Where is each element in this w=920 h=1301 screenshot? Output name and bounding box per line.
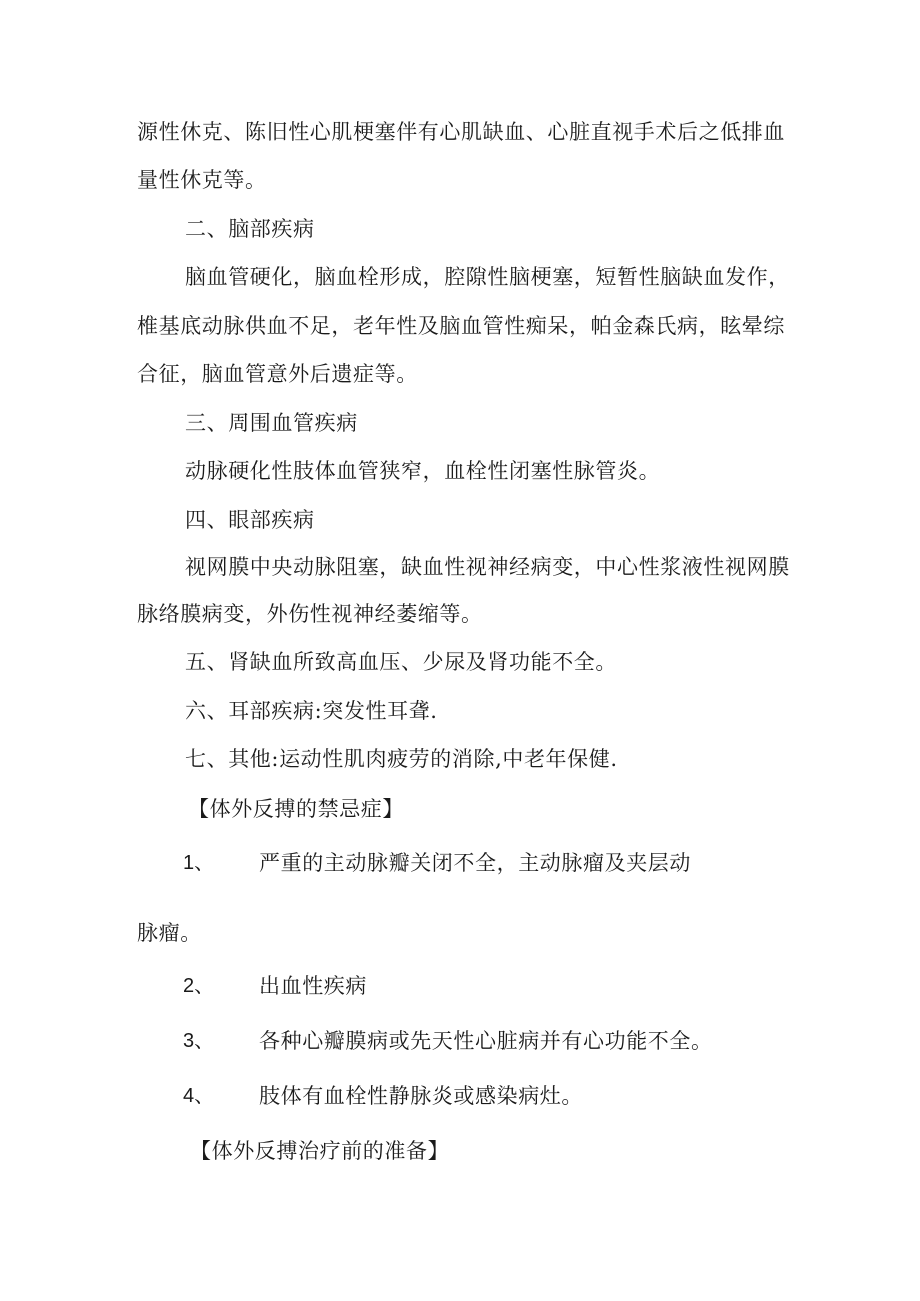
paragraph-line: 视网膜中央动脉阻塞，缺血性视神经病变，中心性浆液性视网膜: [185, 555, 790, 579]
section-heading: 六、耳部疾病:突发性耳聋.: [185, 699, 438, 723]
paragraph-line: 椎基底动脉供血不足，老年性及脑血管性痴呆，帕金森氏病，眩晕综: [137, 314, 785, 338]
list-number: 1、: [183, 852, 215, 874]
list-item-text: 严重的主动脉瓣关闭不全，主动脉瘤及夹层动: [259, 851, 691, 875]
paragraph-line: 动脉硬化性肢体血管狭窄，血栓性闭塞性脉管炎。: [185, 459, 661, 483]
contraindications-heading: 【体外反搏的禁忌症】: [188, 797, 404, 821]
list-number: 4、: [183, 1085, 215, 1107]
paragraph-line: 合征，脑血管意外后遗症等。: [137, 362, 418, 386]
paragraph-line: 量性休克等。: [137, 168, 267, 192]
paragraph-line: 源性休克、陈旧性心肌梗塞伴有心肌缺血、心脏直视手术后之低排血: [137, 120, 785, 144]
list-number: 3、: [183, 1030, 215, 1052]
section-heading: 四、眼部疾病: [185, 508, 315, 532]
list-item-text: 各种心瓣膜病或先天性心脏病并有心功能不全。: [259, 1029, 713, 1053]
paragraph-line: 脑血管硬化，脑血栓形成，腔隙性脑梗塞，短暂性脑缺血发作，: [185, 265, 790, 289]
list-item-text: 出血性疾病: [259, 974, 367, 998]
list-number: 2、: [183, 975, 215, 997]
list-item-continuation: 脉瘤。: [137, 921, 202, 945]
section-heading: 三、周围血管疾病: [185, 411, 358, 435]
section-heading: 五、肾缺血所致高血压、少尿及肾功能不全。: [185, 650, 617, 674]
preparation-heading: 【体外反搏治疗前的准备】: [190, 1139, 450, 1163]
section-heading: 七、其他:运动性肌肉疲劳的消除,中老年保健.: [185, 747, 618, 771]
paragraph-line: 脉络膜病变，外伤性视神经萎缩等。: [137, 602, 483, 626]
section-heading: 二、脑部疾病: [185, 217, 315, 241]
list-item-text: 肢体有血栓性静脉炎或感染病灶。: [259, 1084, 583, 1108]
